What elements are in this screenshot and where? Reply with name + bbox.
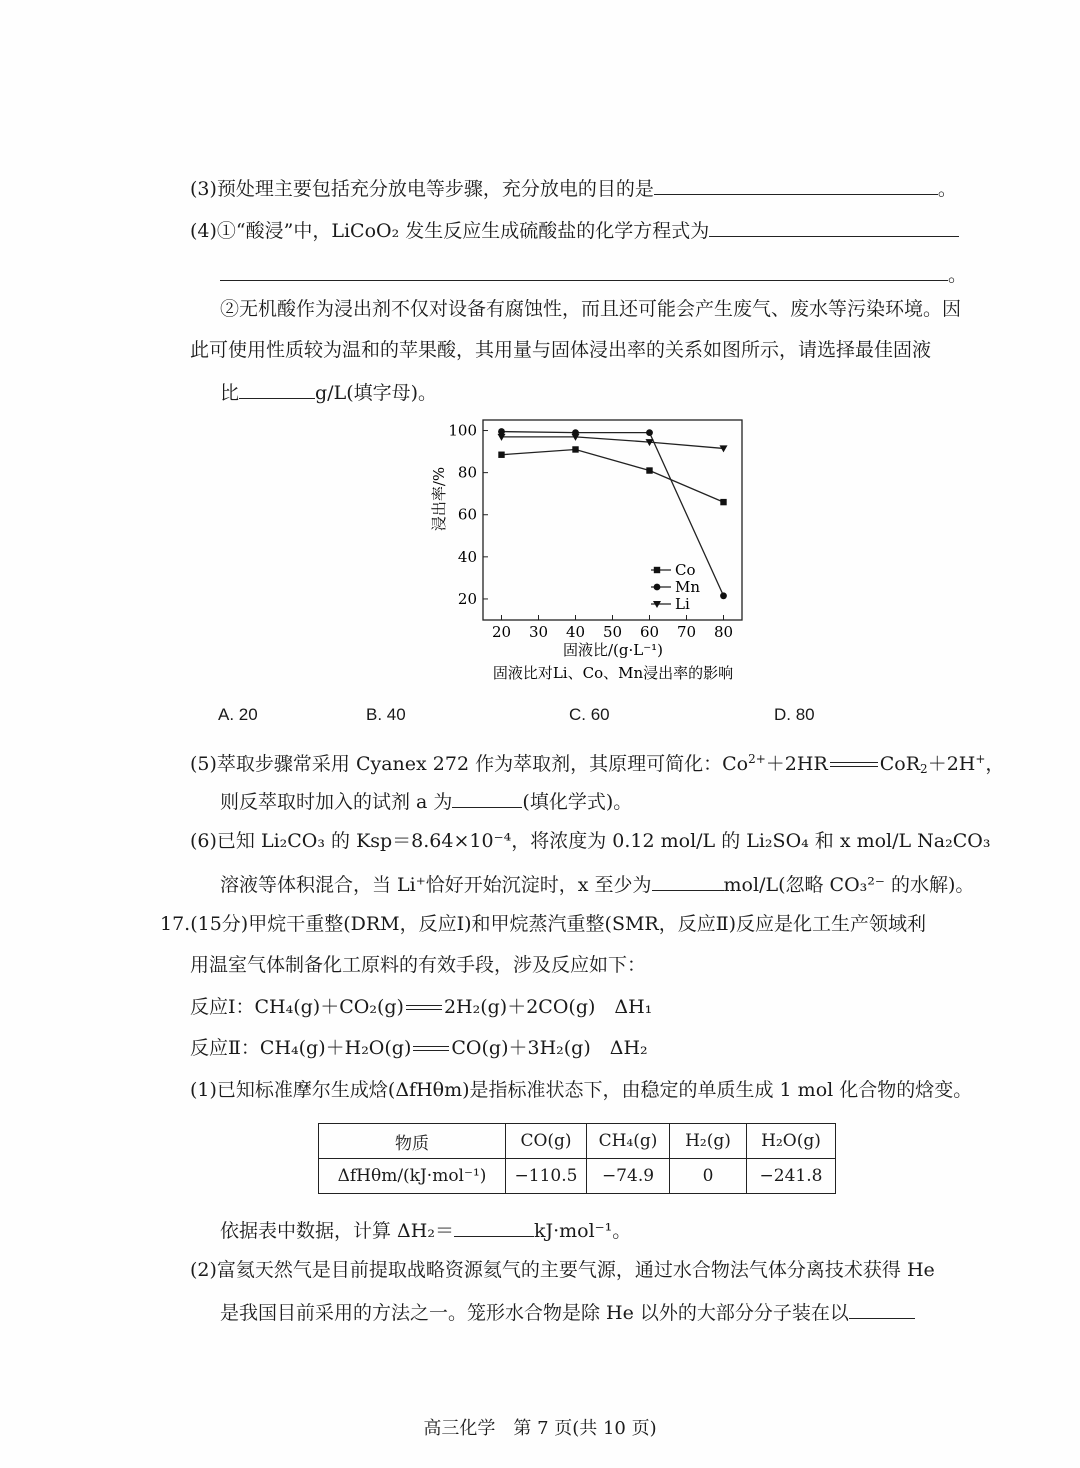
q17-dh2-blank[interactable]: [454, 1216, 534, 1237]
equilibrium-arrow-icon: [411, 1039, 451, 1059]
chart-title: 固液比对Li、Co、Mn浸出率的影响: [492, 664, 734, 682]
x-tick-label: 70: [676, 623, 697, 641]
y-tick-label: 60: [457, 505, 477, 524]
x-tick-label: 80: [713, 623, 734, 641]
legend-label-mn: Mn: [675, 578, 701, 596]
table-cell: CO(g): [506, 1124, 587, 1159]
table-cell: CH₄(g): [587, 1124, 670, 1159]
point-co: [572, 446, 578, 452]
equilibrium-arrow-icon: [828, 755, 880, 775]
q5-reagent-blank[interactable]: [452, 787, 522, 808]
enthalpy-table: [318, 1123, 836, 1194]
q4-equation-blank-2[interactable]: [220, 260, 948, 281]
q17-line2: 用温室气体制备化工原料的有效手段，涉及反应如下：: [190, 954, 647, 976]
legend: [651, 561, 700, 613]
x-tick-label: 20: [491, 623, 512, 641]
plot-border: [483, 420, 742, 620]
y-tick-label: 20: [457, 589, 477, 608]
q4-ratio-blank[interactable]: [239, 378, 315, 399]
q5-line1: (5)萃取步骤常采用 Cyanex 272 作为萃取剂，其原理可简化：$Co^{2+}+2HR$ CoR$_2$＋2H+，: [190, 752, 1005, 776]
q4-p2-line1: ②无机酸作为浸出剂不仅对设备有腐蚀性，而且还可能会产生废气、废水等污染环境。因: [220, 298, 962, 320]
q4-p2-line3: 比 g/L(填字母)。: [220, 378, 437, 406]
reaction-2: 反应Ⅱ：CH₄(g)＋H₂O(g) CO(g)＋3H₂(g) ΔH₂: [190, 1037, 648, 1059]
q3-text: (3)预处理主要包括充分放电等步骤，充分放电的目的是: [190, 178, 654, 200]
series-line-co: [502, 449, 724, 502]
q4-line1: (4)①“酸浸”中，LiCoO₂ 发生反应生成硫酸盐的化学方程式为: [190, 216, 959, 244]
leaching-rate-chart: [420, 415, 770, 685]
table-cell: 0: [670, 1159, 747, 1194]
legend-marker-mn: [654, 584, 661, 591]
x-tick-label: 50: [602, 623, 623, 641]
q17-calc: 依据表中数据，计算 ΔH₂＝ kJ·mol⁻¹。: [220, 1216, 631, 1244]
point-co: [498, 452, 504, 458]
q17-part1: (1)已知标准摩尔生成焓(ΔfHθm)是指标准状态下，由稳定的单质生成 1 mol 化合物的焓变。: [190, 1079, 973, 1101]
point-co: [720, 499, 726, 505]
q4-p2-line2: 此可使用性质较为温和的苹果酸，其用量与固体浸出率的关系如图所示，请选择最佳固液: [190, 339, 932, 361]
q4-equation-blank-1[interactable]: [709, 216, 959, 237]
q17-line1: 17.(15分)甲烷干重整(DRM，反应Ⅰ)和甲烷蒸汽重整(SMR，反应Ⅱ)反应是化工生产领域利: [160, 913, 927, 935]
plot-frame: [483, 420, 742, 620]
point-mn: [720, 592, 727, 599]
x-tick-label: 60: [639, 623, 660, 641]
y-tick-label: 40: [457, 547, 477, 566]
option-a[interactable]: A. 20: [218, 705, 258, 724]
table-row: [319, 1159, 836, 1194]
reaction-1: 反应Ⅰ：CH₄(g)＋CO₂(g) 2H₂(g)＋2CO(g) ΔH₁: [190, 996, 653, 1018]
page-footer: 高三化学 第 7 页(共 10 页): [423, 1418, 657, 1439]
q17-part2-line1: (2)富氦天然气是目前提取战略资源氦气的主要气源，通过水合物法气体分离技术获得 He: [190, 1259, 935, 1281]
option-b[interactable]: B. 40: [366, 705, 406, 724]
q17-cage-blank[interactable]: [849, 1298, 915, 1319]
q4-line2: 。: [220, 260, 967, 288]
q6-concentration-blank[interactable]: [652, 870, 724, 891]
table-cell: −241.8: [747, 1159, 836, 1194]
q3-line: (3)预处理主要包括充分放电等步骤，充分放电的目的是 。: [190, 174, 957, 202]
table-cell: H₂O(g): [747, 1124, 836, 1159]
y-axis-label: 浸出率/%: [430, 466, 448, 532]
y-tick-label: 80: [457, 463, 477, 482]
x-tick-label: 40: [565, 623, 586, 641]
table-cell: H₂(g): [670, 1124, 747, 1159]
option-c[interactable]: C. 60: [569, 705, 610, 724]
q17-part2-line2: 是我国目前采用的方法之一。笼形水合物是除 He 以外的大部分分子装在以: [220, 1298, 915, 1326]
legend-marker-co: [654, 567, 660, 573]
point-mn: [646, 429, 653, 436]
point-co: [646, 467, 652, 473]
legend-label-co: Co: [675, 561, 696, 579]
q6-line1: (6)已知 Li₂CO₃ 的 Ksp＝8.64×10⁻⁴，将浓度为 0.12 mol/L 的 Li₂SO₄ 和 x mol/L Na₂CO₃: [190, 830, 991, 852]
table-header-row: [319, 1124, 836, 1159]
series-line-li: [502, 437, 724, 449]
x-axis-label: 固液比/(g·L⁻¹): [562, 641, 664, 659]
equilibrium-arrow-icon: [404, 998, 444, 1018]
q3-answer-blank[interactable]: [654, 174, 938, 195]
option-d[interactable]: D. 80: [774, 705, 815, 724]
table-cell: 物质: [319, 1124, 506, 1159]
x-tick-label: 30: [528, 623, 549, 641]
table-cell: −110.5: [506, 1159, 587, 1194]
point-li: [720, 445, 728, 452]
table-cell: −74.9: [587, 1159, 670, 1194]
q5-line2: 则反萃取时加入的试剂 a 为 (填化学式)。: [220, 787, 632, 815]
q6-line2: 溶液等体积混合，当 Li⁺恰好开始沉淀时，x 至少为 mol/L(忽略 CO₃²⁻ 的水解)。: [220, 870, 974, 898]
table-cell: ΔfHθm/(kJ·mol⁻¹): [319, 1159, 506, 1194]
legend-label-li: Li: [675, 595, 690, 613]
y-tick-label: 100: [448, 421, 477, 440]
